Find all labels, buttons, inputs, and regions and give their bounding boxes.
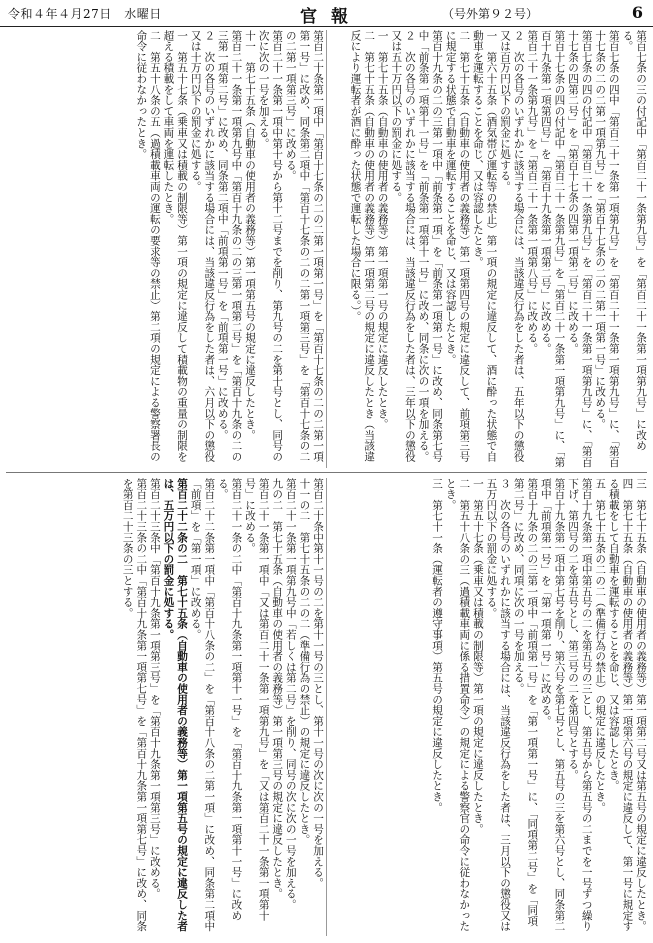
upper-half bbox=[6, 30, 647, 468]
text-line: ３ 次の各号のいずれかに該当する場合には、当該違反行為をした者は、三月以下の懲役又は五万円以下の罰金に処する。 bbox=[485, 478, 512, 932]
text-line: 第百十九条第一項中第七号を削り、第六号を第七号とし、第五号の三を第六号とし、同条第二項中「前項第一号」を「第一項第一号」に改める。 bbox=[539, 478, 566, 932]
text-line: 三 第七十一条（運転者の遵守事項）第五号の規定に違反したとき。 bbox=[431, 478, 444, 813]
half-page-divider bbox=[6, 472, 647, 473]
text-line: 第百二十三条の二中「第百十九条第一項第七号」を「第百十九条第一項第七号」に改め、同条を第百二十三条の三とする。 bbox=[121, 478, 148, 932]
article-heading-line: 第百二十二条の二 第七十五条（自動車の使用者の義務等）第一項第五号の規定に違反した者は、五万円以下の罰金に処する。 bbox=[162, 478, 189, 932]
text-line: 十一 第七十五条（自動車の使用者の義務等）第一項第五号の規定に違反したとき。 bbox=[244, 30, 257, 441]
gazette-title: 官報 bbox=[300, 7, 362, 27]
text-line: 五 第七十五条の二の二（準備行為の禁止）の規定に違反したとき。 bbox=[594, 478, 607, 813]
text-column-bottom-left bbox=[6, 478, 324, 936]
column-separator bbox=[326, 30, 327, 468]
lower-half bbox=[6, 478, 647, 936]
text-line: ２ 次の各号のいずれかに該当する場合には、当該違反行為をした者は、三年以下の懲役又は五十万円以下の罰金に処する。 bbox=[390, 30, 416, 462]
text-line: 四 第七十五条（自動車の使用者の義務等）第一項第六号の規定に違反して、第一号に規定する積載をして自動車を運転することを命じ、又は容認したとき。 bbox=[607, 478, 634, 932]
text-line: 第百二十一条第一項中「又は第百二十一条第一項第九号」を「又は第百二十一条第一項第十号」に改める。 bbox=[244, 478, 270, 921]
text-line: 九の二 第七十五条（自動車の使用者の義務等）第一項第三号の規定に違反したとき。 bbox=[271, 478, 284, 900]
text-line: 第百十七条の四の付記中「第百二十一条第九号」を「第百二十一条第一項第九号」に、「第百十九条第一項第四号」を「第百十九条第一項第二号」に改める。 bbox=[539, 30, 566, 468]
text-line: 第百二十一条の二中「第百十九条第一項第十一号」を「第百十九条第一項第十一号」に改める。 bbox=[216, 478, 243, 921]
issue-date: 令和４年４月27日 水曜日 bbox=[8, 7, 162, 21]
text-line: 十一の二 第七十五条の二の二（準備行為の禁止）の規定に違反したとき。 bbox=[298, 478, 311, 846]
text-column-top-right bbox=[329, 30, 647, 468]
text-line: 一 第六十五条（酒気帯び運転等の禁止）第一項の規定に違反して、酒に酔った状態で自動車を運転することを命じ、又は容認したとき。 bbox=[471, 30, 498, 462]
text-line: 二 第五十八条の三（過積載車両に係る措置命令）の規定による警察官の命令に従わなかったとき。 bbox=[444, 478, 471, 932]
text-line: 第百七条の四中「第百二十一条第一項第九号」を「第百二十一条第一項第九号」に、「第百十七条の二の二第一項第九号」を「第百十七条の二の二第一項第一号」に改める。 bbox=[594, 30, 620, 468]
text-line: 第百二十一条第一項第九号中「若しくは第二号」を削り、同号の次に次の一号を加える。 bbox=[284, 478, 297, 910]
column-separator bbox=[326, 478, 327, 936]
text-line: 一 第五十七条（乗車又は積載の制限等）第一項の規定に違反したとき。 bbox=[471, 478, 484, 835]
text-column-bottom-right bbox=[329, 478, 647, 936]
text-line: 第百七条の三の付記中「第百二十一条第九号」を「第百二十一条第一項第九号」に改める。 bbox=[621, 30, 647, 452]
text-line: ２ 次の各号のいずれかに該当する場合には、当該違反行為をした者は、六月以下の懲役又は十万円以下の罰金に処する。 bbox=[189, 30, 216, 462]
text-line: 第百七条の四の付記中「第百二十一条第九号」を「第百二十一条第一項第九号」に、「第百十七条の四第二号」を「第百十七条の四第一項第二号」に改める。 bbox=[567, 30, 593, 468]
text-line: 第百二十条第一項中「第百十七条の二の二第一項第一号」を「第百十七条の二の二第一項第一号」に改め、同条第二項中「第百十七条の二の二第一項第三号」を「第百十七条の二の二第一項第三号」に改める。 bbox=[284, 30, 324, 462]
text-line: 第百十九条の二の三第一項中「前条第一項」を「前条第一項第一号」に改め、同条第七号中「前条第一項第十一号」を「前条第一項第十一号」に改め、同条に次の一項を加える。 bbox=[417, 30, 444, 462]
text-line: 第百二十一条第一項第九号中「第百十九条の二の三第一項第二号」を「第百十九条の二の三第一項第二号」に改め、同条第二項中「前項第一号」を「前項第一号」に改める。 bbox=[216, 30, 243, 462]
text-line: 一 第五十七条（乗車又は積載の制限等）第一項の規定に違反して積載物の重量の制限を超える積載をして車両を運転したとき。 bbox=[162, 30, 189, 462]
text-column-top-left bbox=[6, 30, 324, 468]
text-line: 一 第七十五条（自動車の使用者の義務等）第一項第一号の規定に違反したとき。 bbox=[376, 30, 389, 430]
text-line: ２ 次の各号のいずれかに該当する場合には、当該違反行為をした者は、五年以下の懲役又は百万円以下の罰金に処する。 bbox=[499, 30, 525, 462]
text-line: 二 第七十五条（自動車の使用者の義務等）第一項第二号の規定に違反したとき（当該違反により運転者が酒に酔った状態で運転した場合に限る。）。 bbox=[349, 30, 376, 462]
text-line: 第百十九条の二の三第一項中「前項第一号」を「第一項第一号」に、「同項第二号」を「同項第二号」に改め、同項に次の一号を加える。 bbox=[512, 478, 539, 927]
page-number: 6 bbox=[631, 3, 643, 22]
text-line: 第百二十一条第一項中第十号から第十二号までを削り、第九号の二を第十号とし、同号の次に次の一号を加える。 bbox=[257, 30, 284, 462]
text-line: 第百二十条中第十一号の二を第十一号の三とし、第十一号の次に次の一号を加える。 bbox=[312, 478, 324, 889]
text-line: 二 第五十八条の五（過積載車両の運転の要求等の禁止）第二項の規定による警察署長の命令に従わなかったとき。 bbox=[135, 30, 161, 462]
text-line: 第百十九条第一項中第五号の二を第五号の三とし、第五号から第五号の二までを一号ずつ繰り下げ、第四号の二を第五号とし、第三号の二を第四号とする。 bbox=[567, 478, 593, 932]
text-line: 二 第七十五条（自動車の使用者の義務等）第一項第四号の規定に違反して、前項第三号に規定する状態で自動車を運転することを命じ、又は容認したとき。 bbox=[444, 30, 471, 462]
gazette-header bbox=[0, 0, 653, 27]
issue-number: （号外第９２号） bbox=[442, 7, 539, 21]
text-line: 第百二十一条第九号」を「第百二十一条第一項第八号」に改める。 bbox=[526, 30, 539, 354]
text-line: 第百二十三条中「第百十九条第一項第三号」を「第百十九条第一項第三号」に改める。 bbox=[148, 478, 161, 900]
text-line: 第百二十二条第一項中「第百十八条の二」を「第百十八条の二第一項」に改め、同条第二項中「前項」を「第一項」に改める。 bbox=[189, 478, 216, 932]
text-line: 三 第七十五条（自動車の使用者の義務等）第一項第二号又は第五号の規定に違反したとき。 bbox=[635, 478, 647, 932]
